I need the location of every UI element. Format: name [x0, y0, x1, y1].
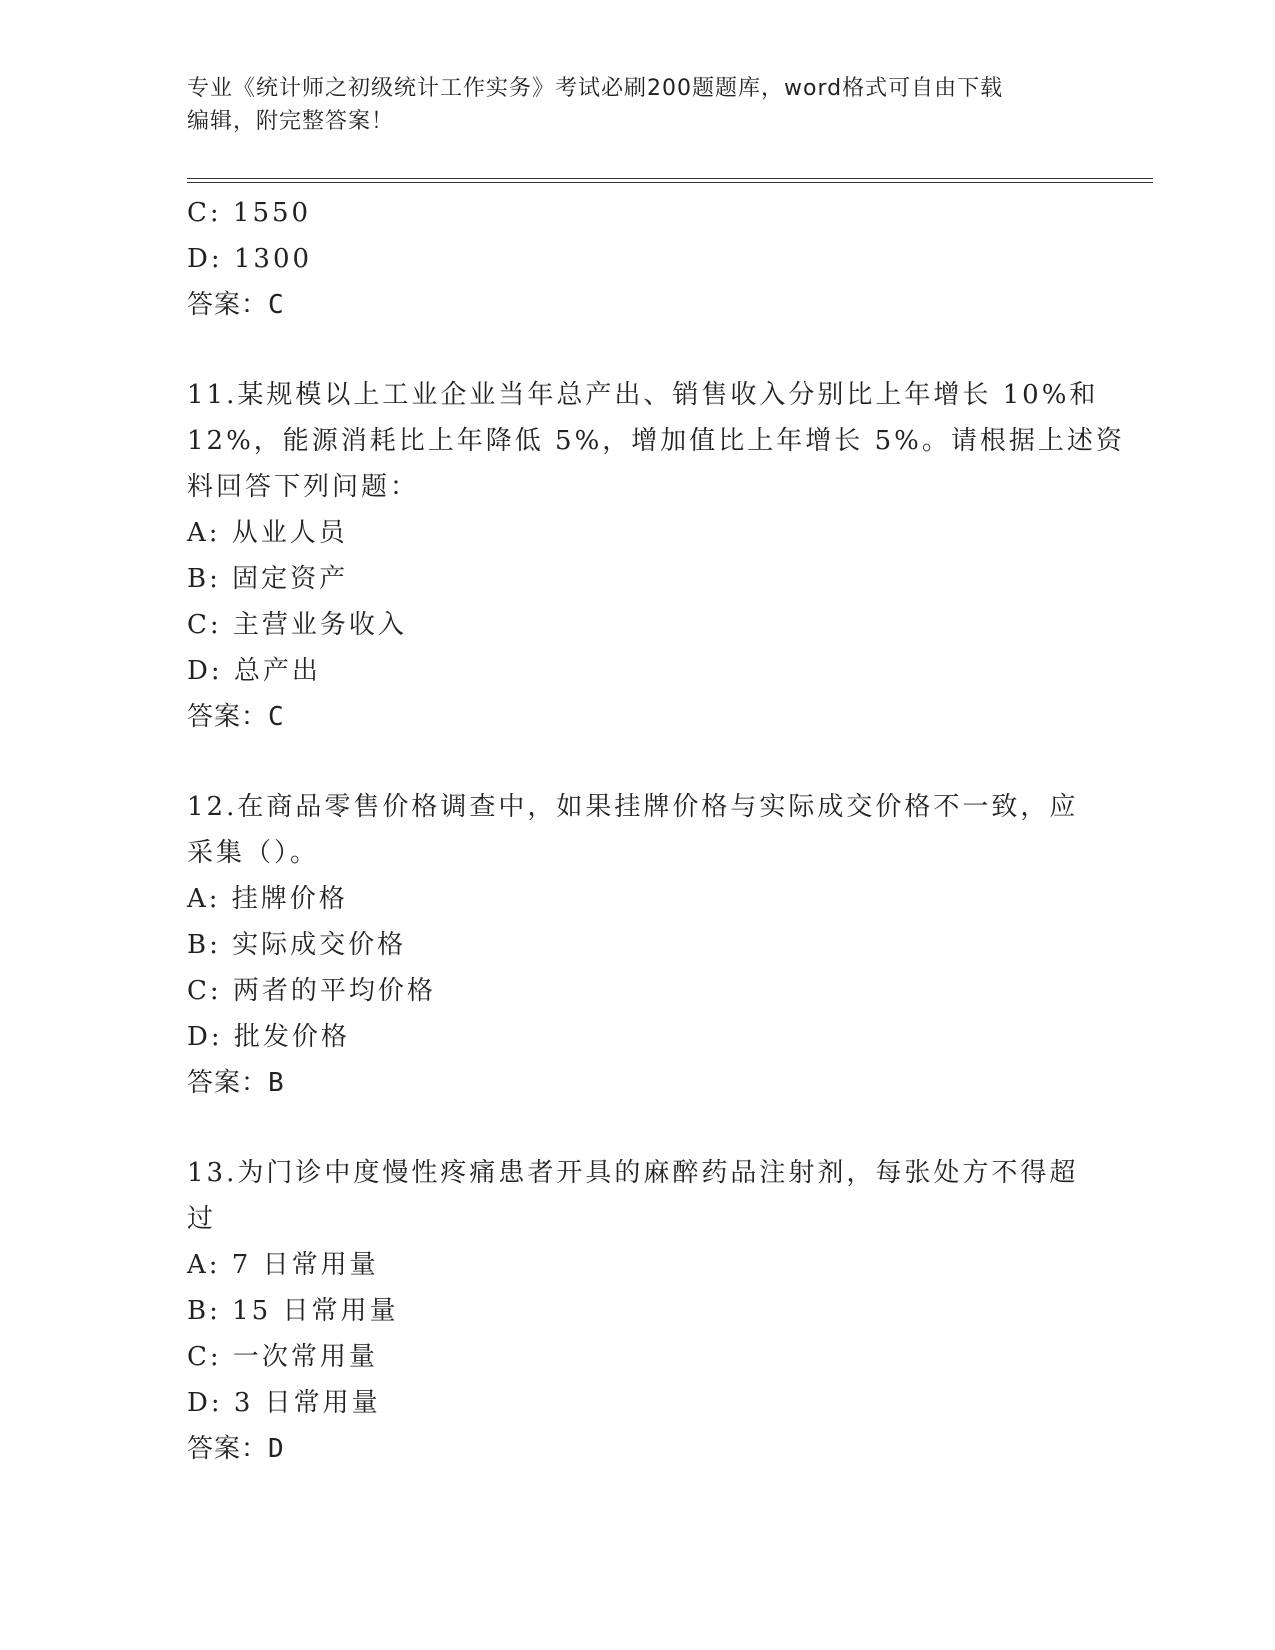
option-c: C: 1550 — [187, 198, 312, 228]
answer-line: 答案：C — [187, 702, 285, 732]
header-line-2: 编辑，附完整答案！ — [187, 109, 395, 134]
header-divider-bottom — [187, 182, 1153, 183]
previous-question-tail — [187, 190, 1087, 328]
question-12 — [187, 784, 1087, 1106]
question-stem-line: 料回答下列问题： — [187, 472, 420, 502]
option-b: B: 固定资产 — [187, 564, 349, 594]
option-d: D: 3 日常用量 — [187, 1388, 381, 1418]
spacer — [187, 328, 1087, 372]
option-b: B: 15 日常用量 — [187, 1296, 399, 1326]
option-b: B: 实际成交价格 — [187, 930, 407, 960]
question-stem-line: 过 — [187, 1204, 217, 1234]
option-a: A: 从业人员 — [187, 518, 348, 548]
question-stem-line: 12.在商品零售价格调查中，如果挂牌价格与实际成交价格不一致，应 — [187, 792, 1079, 822]
option-d: D: 1300 — [187, 244, 313, 274]
spacer — [187, 740, 1087, 784]
question-stem-line: 13.为门诊中度慢性疼痛患者开具的麻醉药品注射剂，每张处方不得超 — [187, 1158, 1079, 1188]
option-d: D: 批发价格 — [187, 1022, 350, 1052]
answer-line: 答案：B — [187, 1068, 285, 1098]
page-header — [187, 72, 1087, 138]
option-a: A: 7 日常用量 — [187, 1250, 379, 1280]
option-d: D: 总产出 — [187, 656, 321, 686]
question-list — [187, 190, 1125, 1472]
spacer — [187, 1106, 1087, 1150]
question-stem-line: 采集（）。 — [187, 838, 320, 868]
header-divider-top — [187, 178, 1153, 179]
question-13 — [187, 1150, 1087, 1472]
option-c: C: 主营业务收入 — [187, 610, 407, 640]
option-c: C: 两者的平均价格 — [187, 976, 436, 1006]
option-c: C: 一次常用量 — [187, 1342, 378, 1372]
question-stem-line: 11.某规模以上工业企业当年总产出、销售收入分别比上年增长 10%和 — [187, 380, 1099, 410]
header-line-1: 专业《统计师之初级统计工作实务》考试必刷200题题库，word格式可自由下载 — [187, 76, 1004, 101]
question-11 — [187, 372, 1125, 740]
option-a: A: 挂牌价格 — [187, 884, 348, 914]
answer-line: 答案：C — [187, 290, 285, 320]
answer-line: 答案：D — [187, 1434, 285, 1464]
question-stem-line: 12%，能源消耗比上年降低 5%，增加值比上年增长 5%。请根据上述资 — [187, 426, 1125, 456]
